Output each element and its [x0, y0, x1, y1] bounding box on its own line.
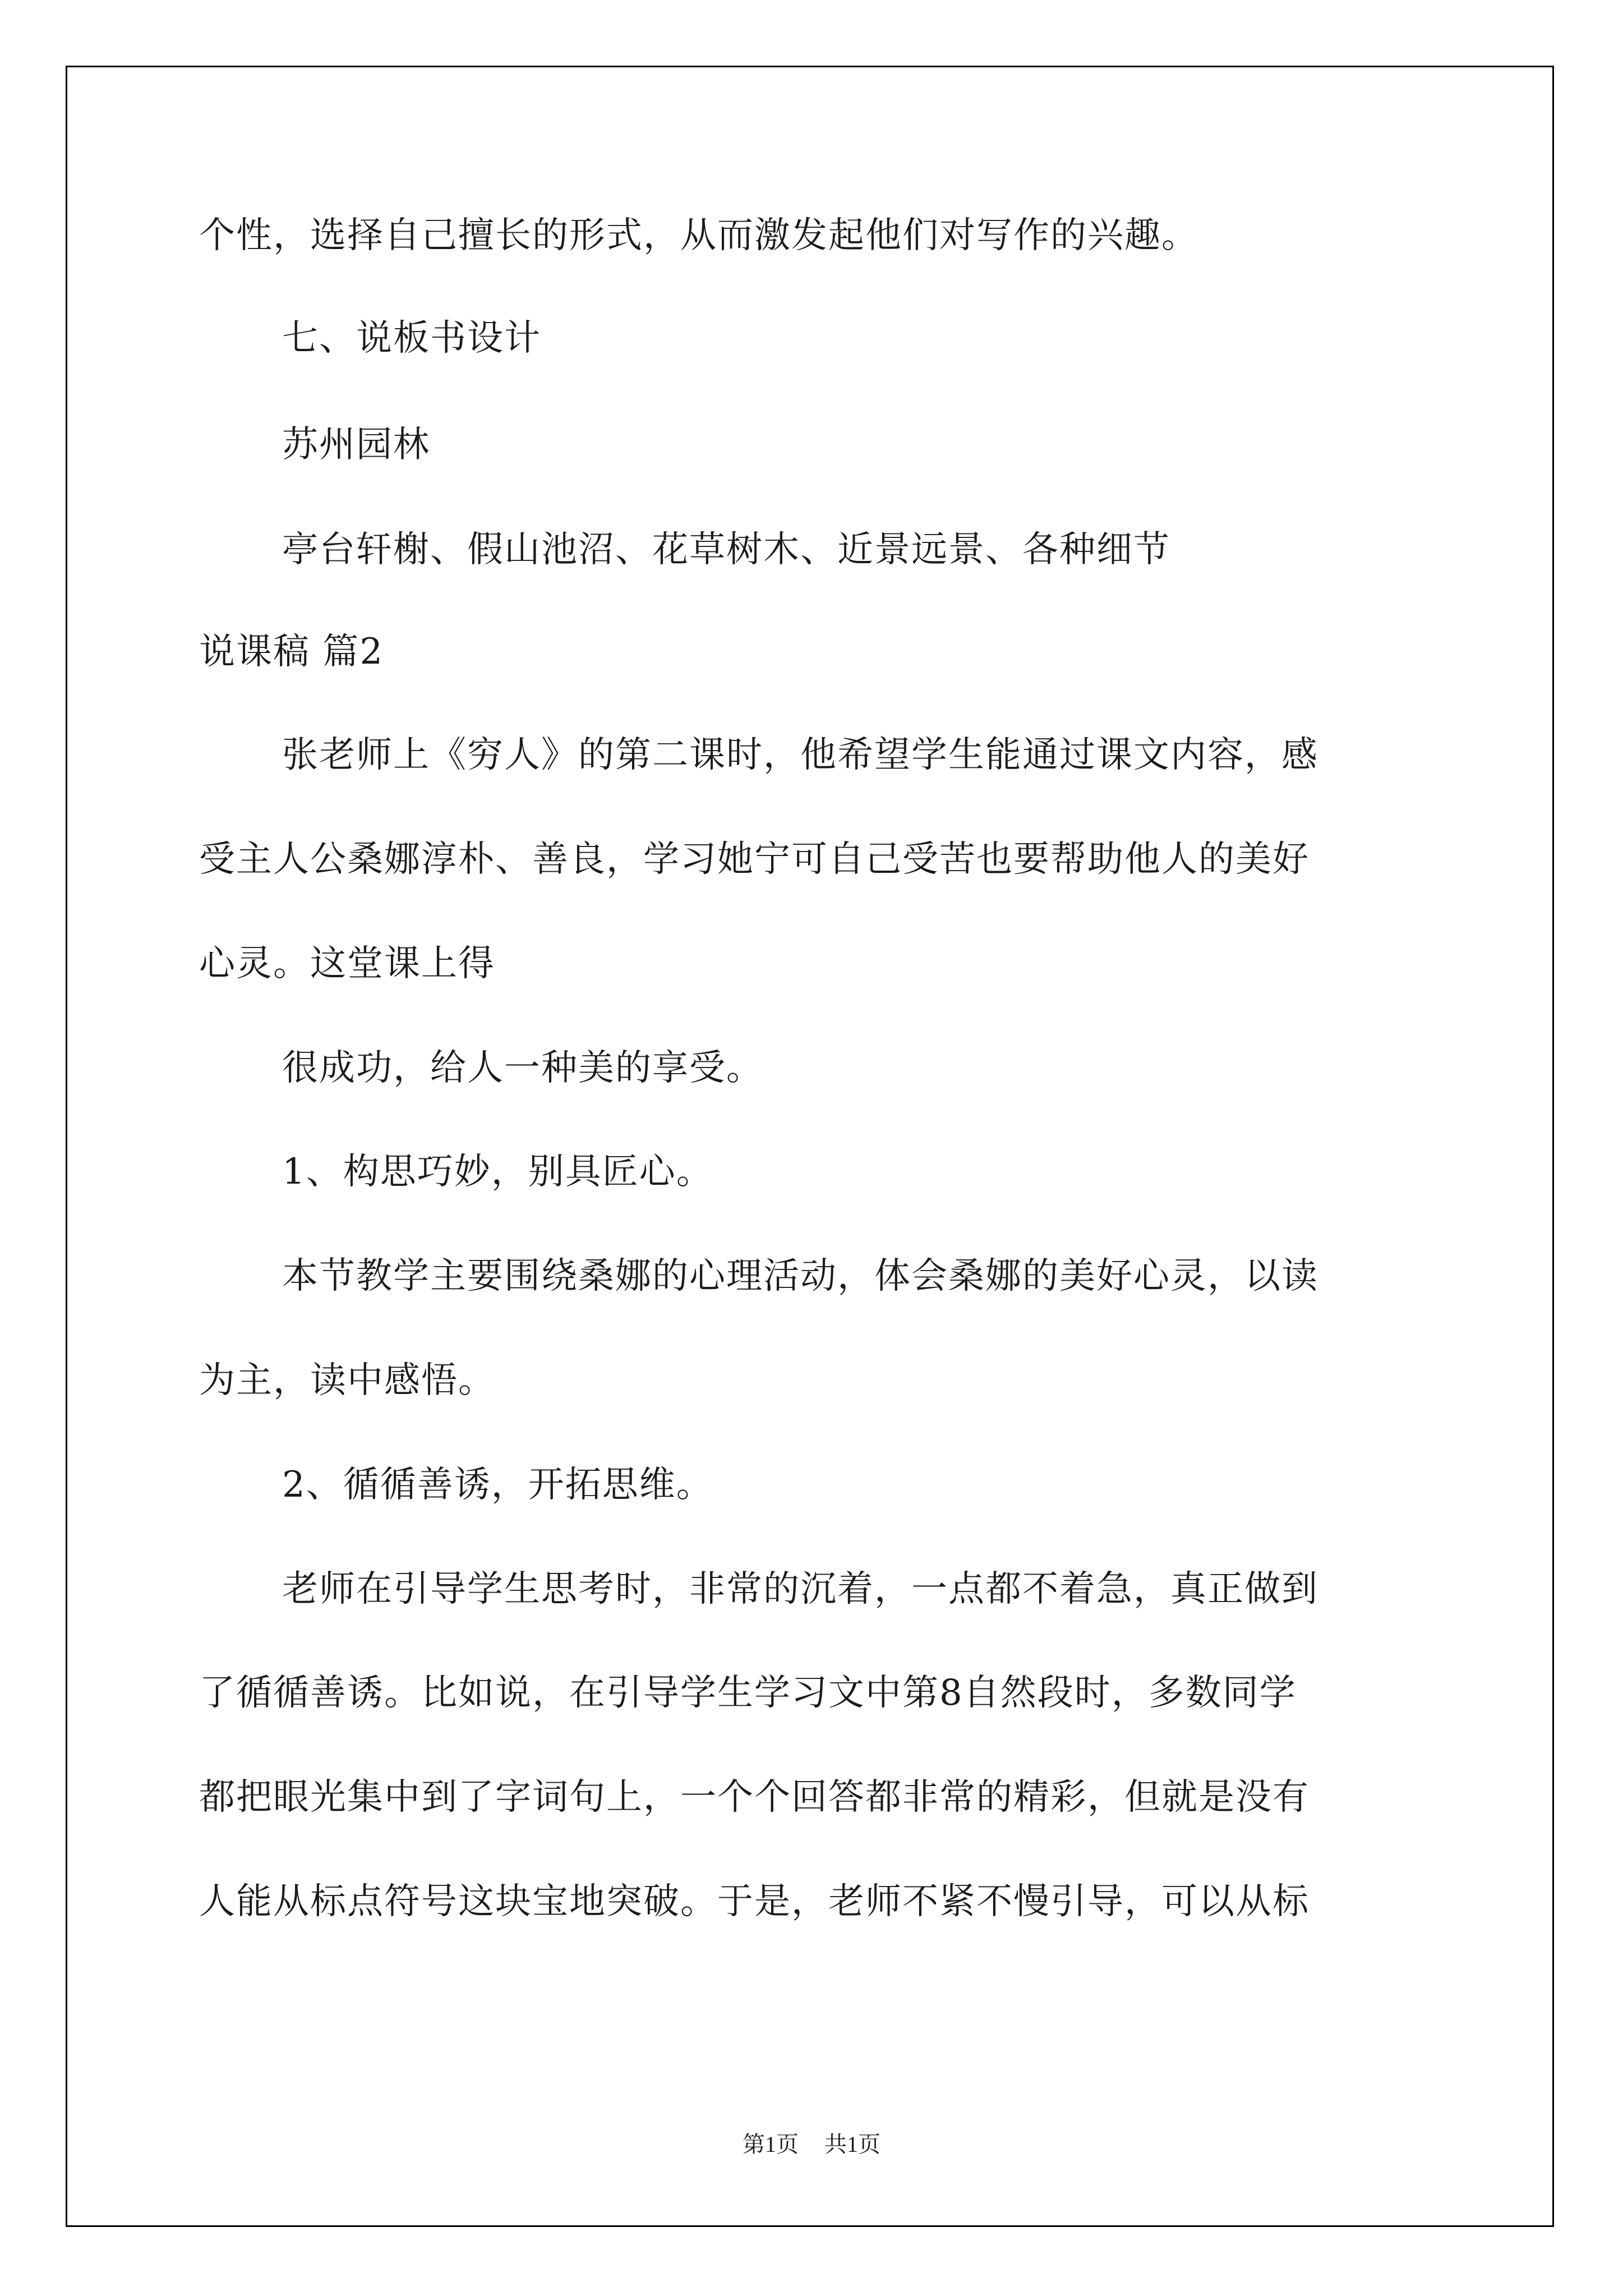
paragraph-line: 张老师上《穷人》的第二课时，他希望学生能通过课文内容，感 — [282, 734, 1318, 776]
paragraph-line: 老师在引导学生思考时，非常的沉着，一点都不着急，真正做到 — [282, 1568, 1318, 1610]
page-footer — [0, 2131, 1623, 2159]
paragraph-line: 心灵。这堂课上得 — [199, 943, 495, 984]
paragraph-line: 受主人公桑娜淳朴、善良，学习她宁可自己受苦也要帮助他人的美好 — [199, 839, 1310, 880]
article-title: 说课稿 篇2 — [199, 631, 384, 673]
section-heading: 七、说板书设计 — [282, 318, 541, 359]
paragraph-line: 了循循善诱。比如说，在引导学生学习文中第8自然段时，多数同学 — [199, 1672, 1297, 1714]
paragraph-line: 为主，读中感悟。 — [199, 1360, 495, 1401]
page-number-total: 共1页 — [824, 2132, 880, 2157]
board-title: 苏州园林 — [282, 424, 430, 466]
paragraph-line: 都把眼光集中到了字词句上，一个个回答都非常的精彩，但就是没有 — [199, 1777, 1310, 1818]
paragraph-line: 人能从标点符号这块宝地突破。于是，老师不紧不慢引导，可以从标 — [199, 1881, 1310, 1922]
board-content: 亭台轩榭、假山池沼、花草树木、近景远景、各种细节 — [282, 529, 1170, 570]
paragraph-line: 很成功，给人一种美的享受。 — [282, 1047, 763, 1089]
paragraph-line: 本节教学主要围绕桑娜的心理活动，体会桑娜的美好心灵，以读 — [282, 1255, 1318, 1297]
paragraph-line: 个性，选择自己擅长的形式，从而激发起他们对写作的兴趣。 — [199, 215, 1198, 256]
paragraph-line: 1、构思巧妙，别具匠心。 — [282, 1151, 713, 1193]
paragraph-line: 2、循循善诱，开拓思维。 — [282, 1464, 713, 1506]
page-number-current: 第1页 — [743, 2132, 799, 2157]
